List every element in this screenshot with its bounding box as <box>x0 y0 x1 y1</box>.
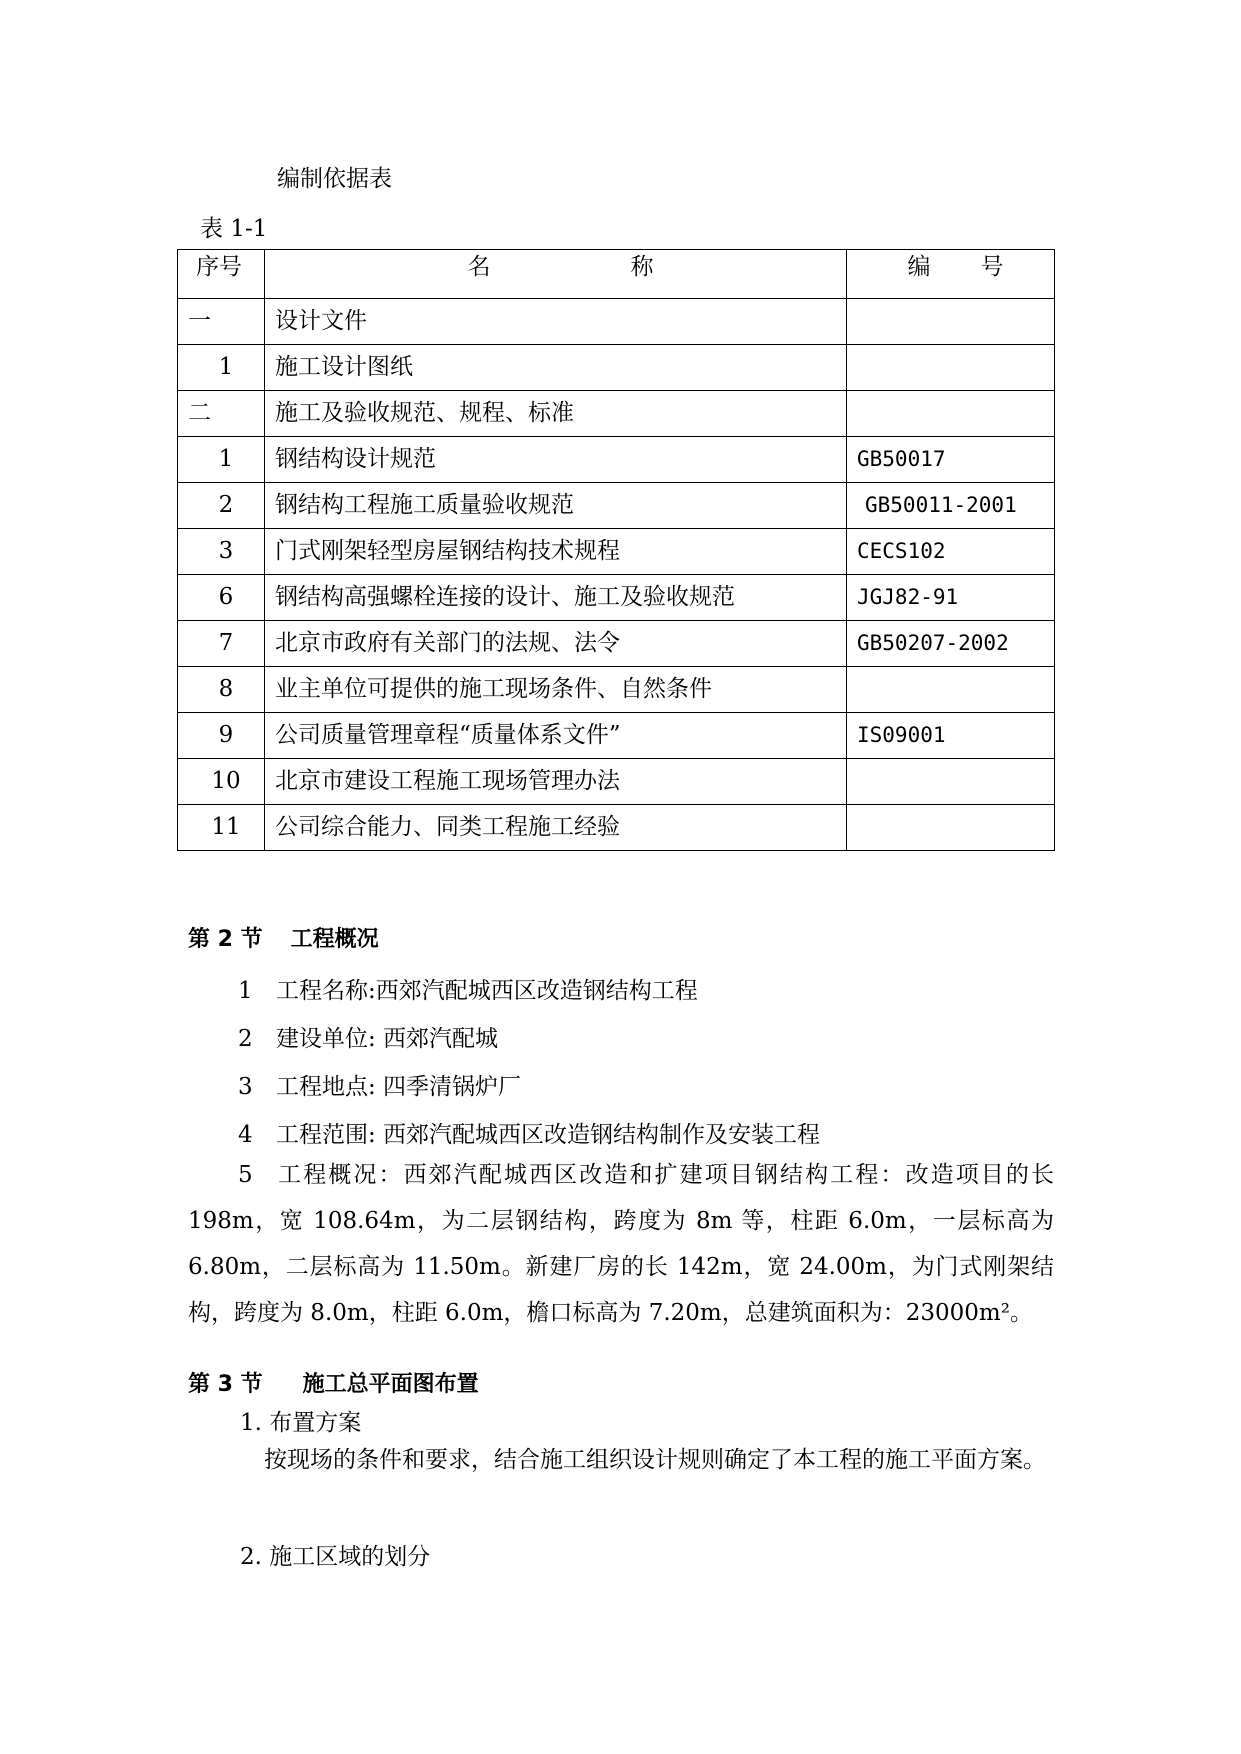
row-name: 钢结构设计规范 <box>265 437 847 483</box>
row-seq: 1 <box>178 345 265 391</box>
row-code: GB50011-2001 <box>847 483 1055 529</box>
row-seq: 8 <box>178 667 265 713</box>
section-3-heading <box>188 1367 479 1398</box>
overview-item <box>238 1020 498 1053</box>
table-row <box>178 713 1055 759</box>
overview-item <box>238 972 698 1005</box>
header-code-b: 号 <box>980 254 1004 280</box>
overview-item <box>238 1116 820 1149</box>
row-seq: 1 <box>178 437 265 483</box>
row-name: 钢结构工程施工质量验收规范 <box>265 483 847 529</box>
row-name: 业主单位可提供的施工现场条件、自然条件 <box>265 667 847 713</box>
row-code <box>847 759 1055 805</box>
row-code <box>847 391 1055 437</box>
item-text: 建设单位: 西郊汽配城 <box>276 1026 499 1052</box>
row-code: JGJ82-91 <box>847 575 1055 621</box>
row-seq: 11 <box>178 805 265 851</box>
row-name: 公司综合能力、同类工程施工经验 <box>265 805 847 851</box>
header-code-a: 编 <box>907 254 931 280</box>
header-name <box>265 250 847 299</box>
table-row <box>178 621 1055 667</box>
table-row <box>178 345 1055 391</box>
row-seq: 二 <box>178 391 265 437</box>
subsection-2-title: 2. 施工区域的划分 <box>240 1544 431 1570</box>
header-name-a: 名 <box>467 254 491 280</box>
table-caption: 编制依据表 <box>277 166 392 192</box>
row-code: IS09001 <box>847 713 1055 759</box>
table-row <box>178 529 1055 575</box>
item-text: 工程名称:西郊汽配城西区改造钢结构工程 <box>276 978 698 1004</box>
row-name: 北京市政府有关部门的法规、法令 <box>265 621 847 667</box>
item-text: 工程地点: 四季清锅炉厂 <box>276 1074 522 1100</box>
row-seq: 一 <box>178 299 265 345</box>
subsection-1-text: 按现场的条件和要求，结合施工组织设计规则确定了本工程的施工平面方案。 <box>264 1447 1046 1473</box>
section-3-number: 第 3 节 <box>188 1372 263 1397</box>
table-row <box>178 391 1055 437</box>
basis-table <box>177 249 1055 851</box>
row-code: CECS102 <box>847 529 1055 575</box>
item-number: 1 <box>238 978 253 1004</box>
table-row <box>178 667 1055 713</box>
section-3-title: 施工总平面图布置 <box>302 1372 479 1397</box>
row-code <box>847 345 1055 391</box>
section-2-title: 工程概况 <box>290 927 379 952</box>
row-name: 设计文件 <box>265 299 847 345</box>
row-seq: 10 <box>178 759 265 805</box>
row-name: 钢结构高强螺栓连接的设计、施工及验收规范 <box>265 575 847 621</box>
item-text: 工程范围: 西郊汽配城西区改造钢结构制作及安装工程 <box>276 1122 821 1148</box>
section-2-number: 第 2 节 <box>188 927 263 952</box>
item-number: 3 <box>238 1074 253 1100</box>
table-row <box>178 575 1055 621</box>
row-name: 施工设计图纸 <box>265 345 847 391</box>
table-header-row <box>178 250 1055 299</box>
table-number: 表 1-1 <box>200 216 268 242</box>
row-name: 施工及验收规范、规程、标准 <box>265 391 847 437</box>
table-row <box>178 759 1055 805</box>
row-code: GB50017 <box>847 437 1055 483</box>
row-seq: 6 <box>178 575 265 621</box>
row-name: 公司质量管理章程“质量体系文件” <box>265 713 847 759</box>
overview-text: 工程概况：西郊汽配城西区改造和扩建项目钢结构工程：改造项目的长198m，宽 108.64m，为二层钢结构，跨度为 8m 等，柱距 6.0m，一层标高为6.80m，二层标高为 11.50m。新建厂房的长 142m，宽 24.00m，为门式刚架结构，跨度为 8.0m，柱距 6.0m，檐口标高为 7.20m，总建筑面积为：23000m²。 <box>188 1162 1054 1326</box>
header-code <box>847 250 1055 299</box>
table-row <box>178 299 1055 345</box>
subsection-1-title: 1. 布置方案 <box>240 1410 362 1436</box>
row-seq: 2 <box>178 483 265 529</box>
item-number: 4 <box>238 1122 253 1148</box>
header-seq: 序号 <box>178 250 265 299</box>
table-row <box>178 483 1055 529</box>
table-row <box>178 437 1055 483</box>
row-code <box>847 667 1055 713</box>
row-name: 门式刚架轻型房屋钢结构技术规程 <box>265 529 847 575</box>
row-seq: 9 <box>178 713 265 759</box>
overview-paragraph <box>188 1152 1054 1336</box>
item-number: 5 <box>238 1162 253 1188</box>
overview-item <box>238 1068 521 1101</box>
section-2-heading <box>188 922 379 953</box>
row-code: GB50207-2002 <box>847 621 1055 667</box>
item-number: 2 <box>238 1026 253 1052</box>
row-code <box>847 805 1055 851</box>
row-seq: 7 <box>178 621 265 667</box>
header-name-b: 称 <box>630 254 654 280</box>
row-code <box>847 299 1055 345</box>
row-name: 北京市建设工程施工现场管理办法 <box>265 759 847 805</box>
table-row <box>178 805 1055 851</box>
row-seq: 3 <box>178 529 265 575</box>
